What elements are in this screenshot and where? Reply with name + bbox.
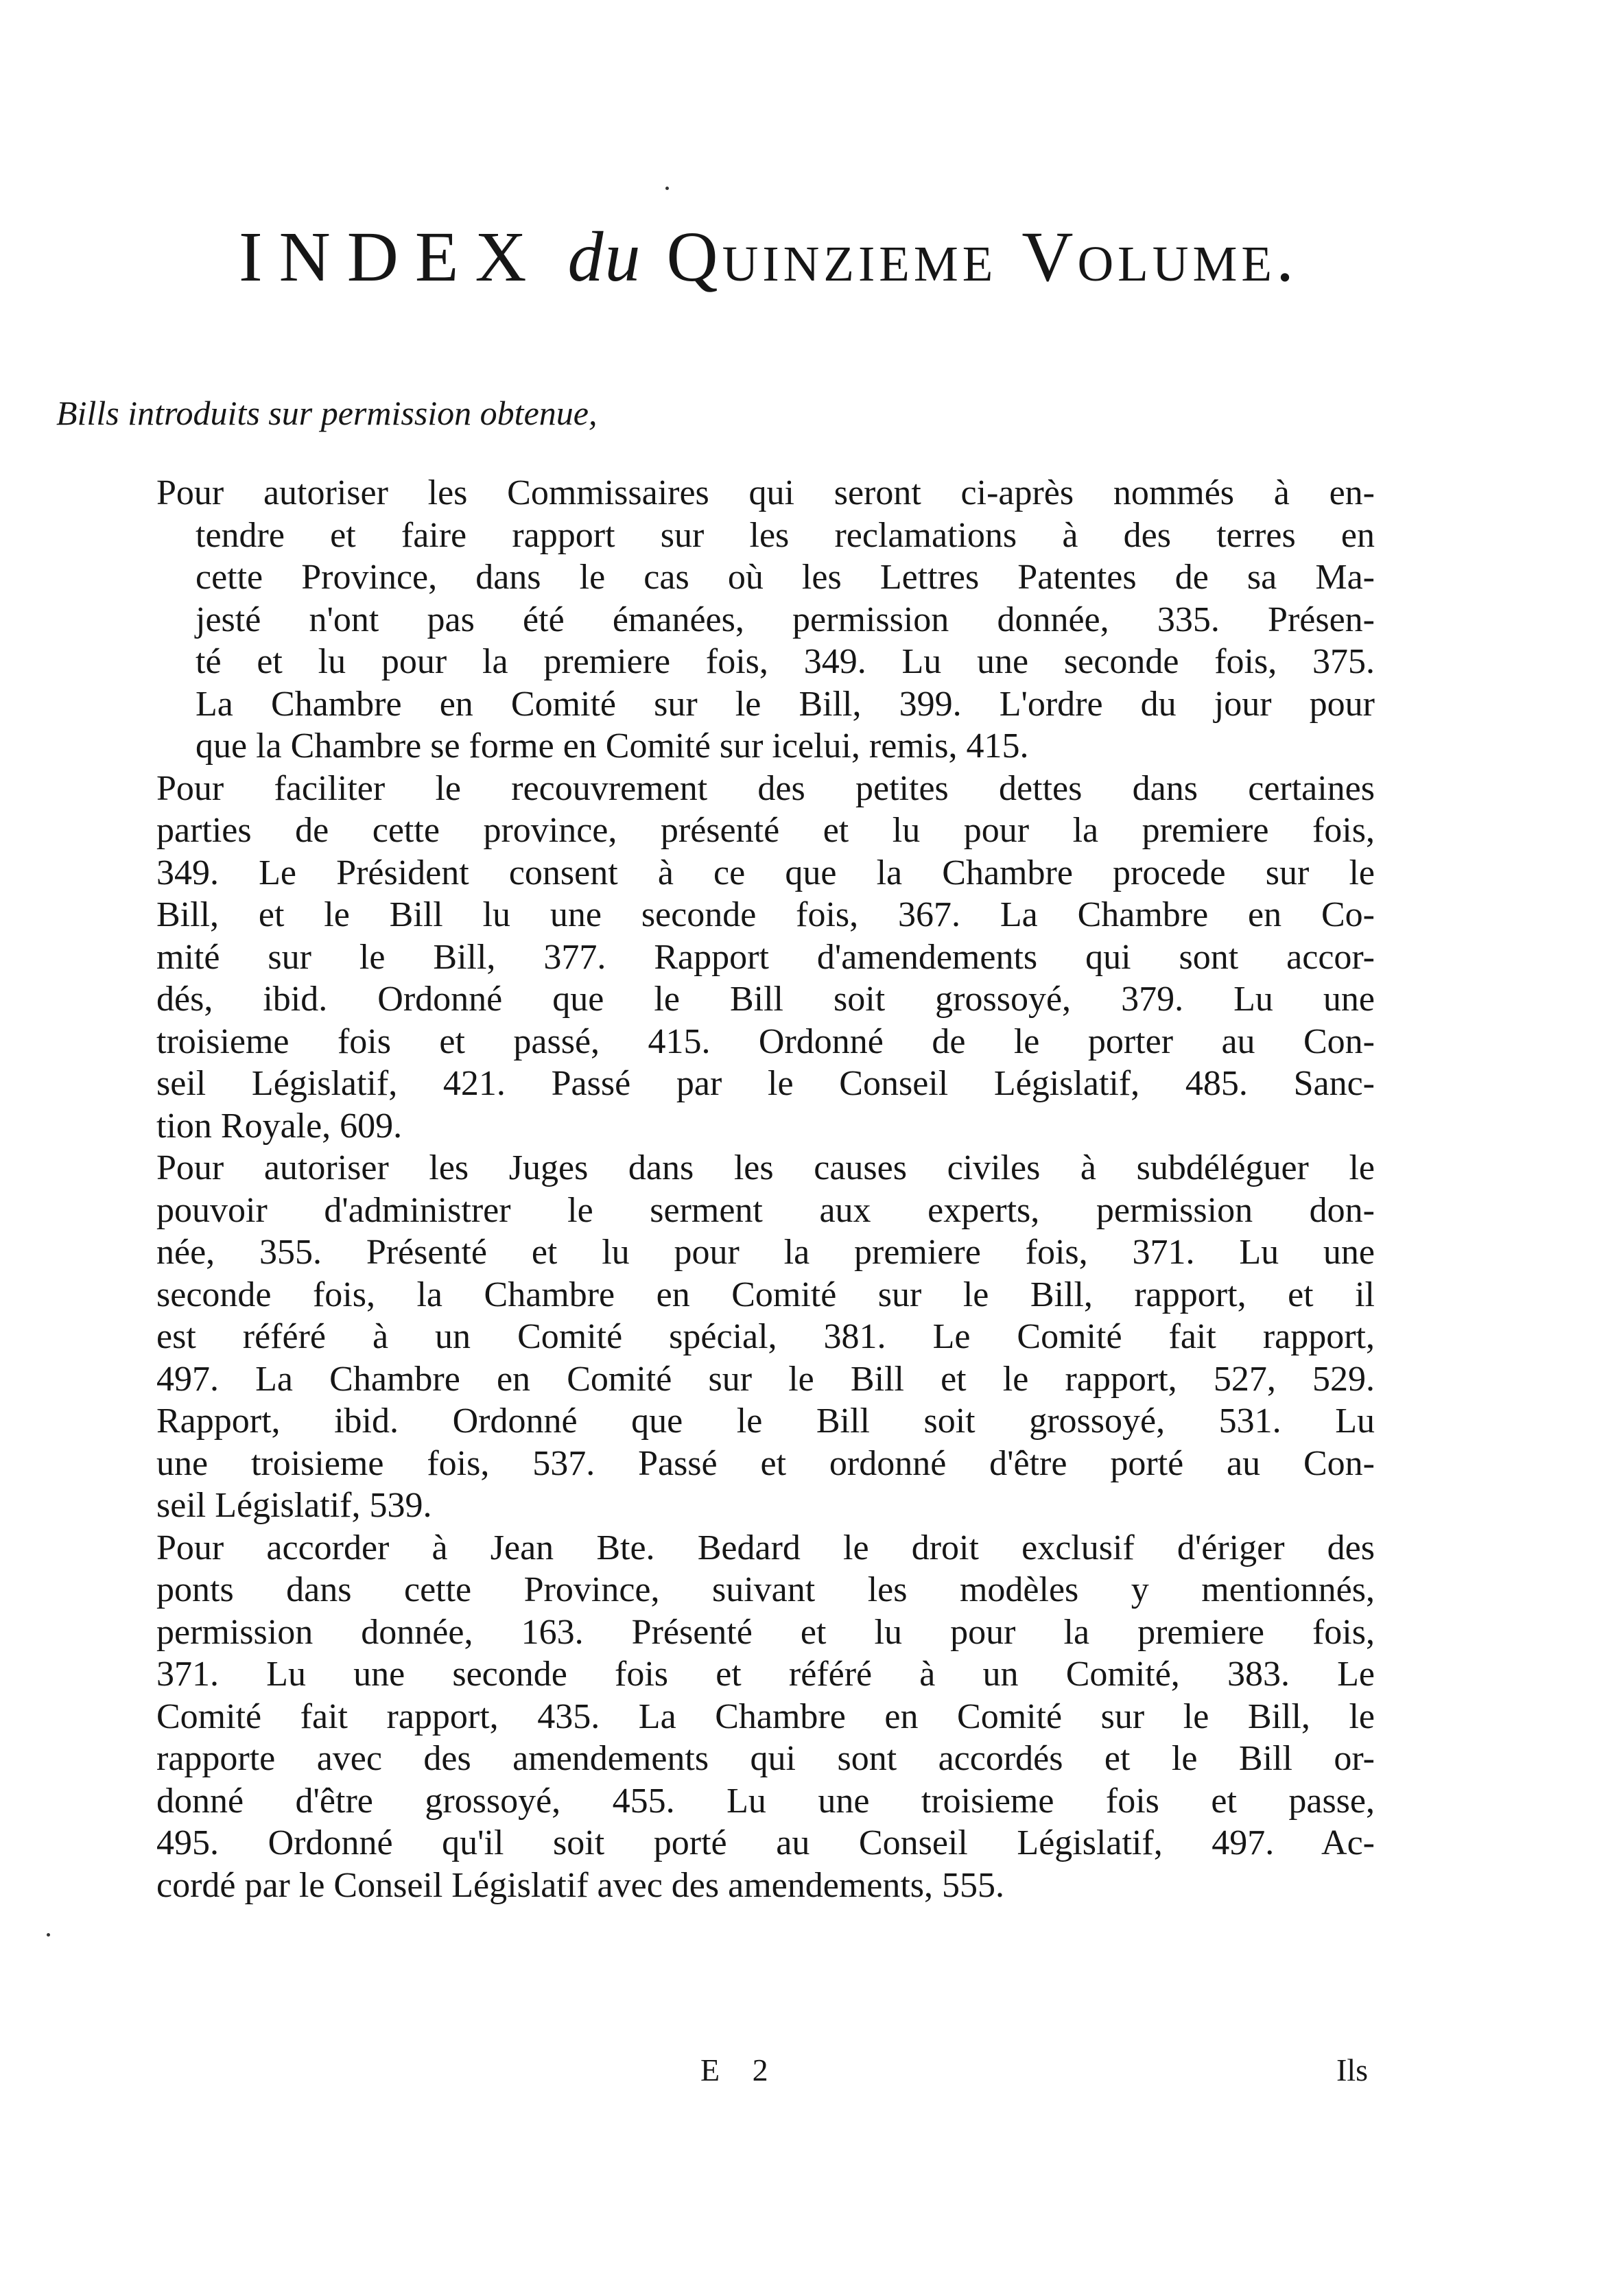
entry-line: 349. Le Président consent à ce que la Chambre procede sur le <box>156 853 1375 892</box>
entry-line: 497. La Chambre en Comité sur le Bill et le rapport, 527, 529. <box>156 1359 1375 1399</box>
entry-line: seil Législatif, 539. <box>156 1486 432 1525</box>
entry-line: Rapport, ibid. Ordonné que le Bill soit grossoyé, 531. Lu <box>156 1401 1375 1441</box>
title-du: du <box>567 217 642 296</box>
entry-line: La Chambre en Comité sur le Bill, 399. L'ordre du jour pour <box>196 684 1375 724</box>
entry-line: 495. Ordonné qu'il soit porté au Conseil Législatif, 497. Ac- <box>156 1823 1375 1862</box>
page-title <box>165 218 1372 296</box>
catchword: Ils <box>1336 2052 1368 2087</box>
entry-line: Comité fait rapport, 435. La Chambre en Comité sur le Bill, le <box>156 1696 1375 1736</box>
title-index: INDEX <box>239 217 543 296</box>
entry-line: jesté n'ont pas été émanées, permission donnée, 335. Présen- <box>196 600 1375 639</box>
speck-mark <box>47 1933 50 1937</box>
entry-line: parties de cette province, présenté et lu pour la premiere fois, <box>156 811 1375 850</box>
title-volume: Volume. <box>1021 217 1298 296</box>
entry-line: Pour autoriser les Juges dans les causes civiles à subdéléguer le <box>156 1148 1375 1187</box>
speck-mark <box>665 187 669 190</box>
entry-line: permission donnée, 163. Présenté et lu pour la premiere fois, <box>156 1612 1375 1652</box>
title-quinzieme: Quinzieme <box>666 217 997 296</box>
entry-line: 371. Lu une seconde fois et référé à un Comité, 383. Le <box>156 1655 1375 1694</box>
entry-line: donné d'être grossoyé, 455. Lu une troisieme fois et passe, <box>156 1781 1375 1821</box>
entry-line: que la Chambre se forme en Comité sur icelui, remis, 415. <box>196 726 1029 766</box>
entry-line: Bill, et le Bill lu une seconde fois, 367. La Chambre en Co- <box>156 895 1375 934</box>
index-entry <box>156 472 1375 768</box>
entry-line: tendre et faire rapport sur les reclamations à des terres en <box>196 515 1375 555</box>
entry-line: seil Législatif, 421. Passé par le Conseil Législatif, 485. Sanc- <box>156 1064 1375 1103</box>
entry-line: une troisieme fois, 537. Passé et ordonné d'être porté au Con- <box>156 1443 1375 1483</box>
index-entry <box>156 1527 1375 1907</box>
entry-line: seconde fois, la Chambre en Comité sur le Bill, rapport, et il <box>156 1275 1375 1314</box>
signature-mark: E 2 <box>700 2052 781 2087</box>
entry-line: pouvoir d'administrer le serment aux experts, permission don- <box>156 1190 1375 1230</box>
entry-line: cordé par le Conseil Législatif avec des amendements, 555. <box>156 1865 1005 1905</box>
index-entry <box>156 1147 1375 1527</box>
entry-line: cette Province, dans le cas où les Lettres Patentes de sa Ma- <box>196 558 1375 597</box>
entry-line: Pour autoriser les Commissaires qui seront ci-après nommés à en- <box>156 473 1375 512</box>
entry-line: rapporte avec des amendements qui sont accordés et le Bill or- <box>156 1739 1375 1778</box>
entry-line: Pour faciliter le recouvrement des petites dettes dans certaines <box>156 768 1375 808</box>
entry-line: dés, ibid. Ordonné que le Bill soit grossoyé, 379. Lu une <box>156 980 1375 1019</box>
entry-line: née, 355. Présenté et lu pour la premiere fois, 371. Lu une <box>156 1233 1375 1272</box>
entry-line: té et lu pour la premiere fois, 349. Lu une seconde fois, 375. <box>196 642 1375 681</box>
entry-line: troisieme fois et passé, 415. Ordonné de le porter au Con- <box>156 1021 1375 1061</box>
entry-line: ponts dans cette Province, suivant les modèles y mentionnés, <box>156 1570 1375 1609</box>
entry-line: tion Royale, 609. <box>156 1106 403 1146</box>
entry-line: Pour accorder à Jean Bte. Bedard le droit exclusif d'ériger des <box>156 1528 1375 1567</box>
index-entry <box>156 768 1375 1148</box>
index-entries <box>156 472 1375 1906</box>
section-heading: Bills introduits sur permission obtenue, <box>56 394 598 432</box>
entry-line: mité sur le Bill, 377. Rapport d'amendements qui sont accor- <box>156 937 1375 977</box>
entry-line: est référé à un Comité spécial, 381. Le Comité fait rapport, <box>156 1317 1375 1356</box>
